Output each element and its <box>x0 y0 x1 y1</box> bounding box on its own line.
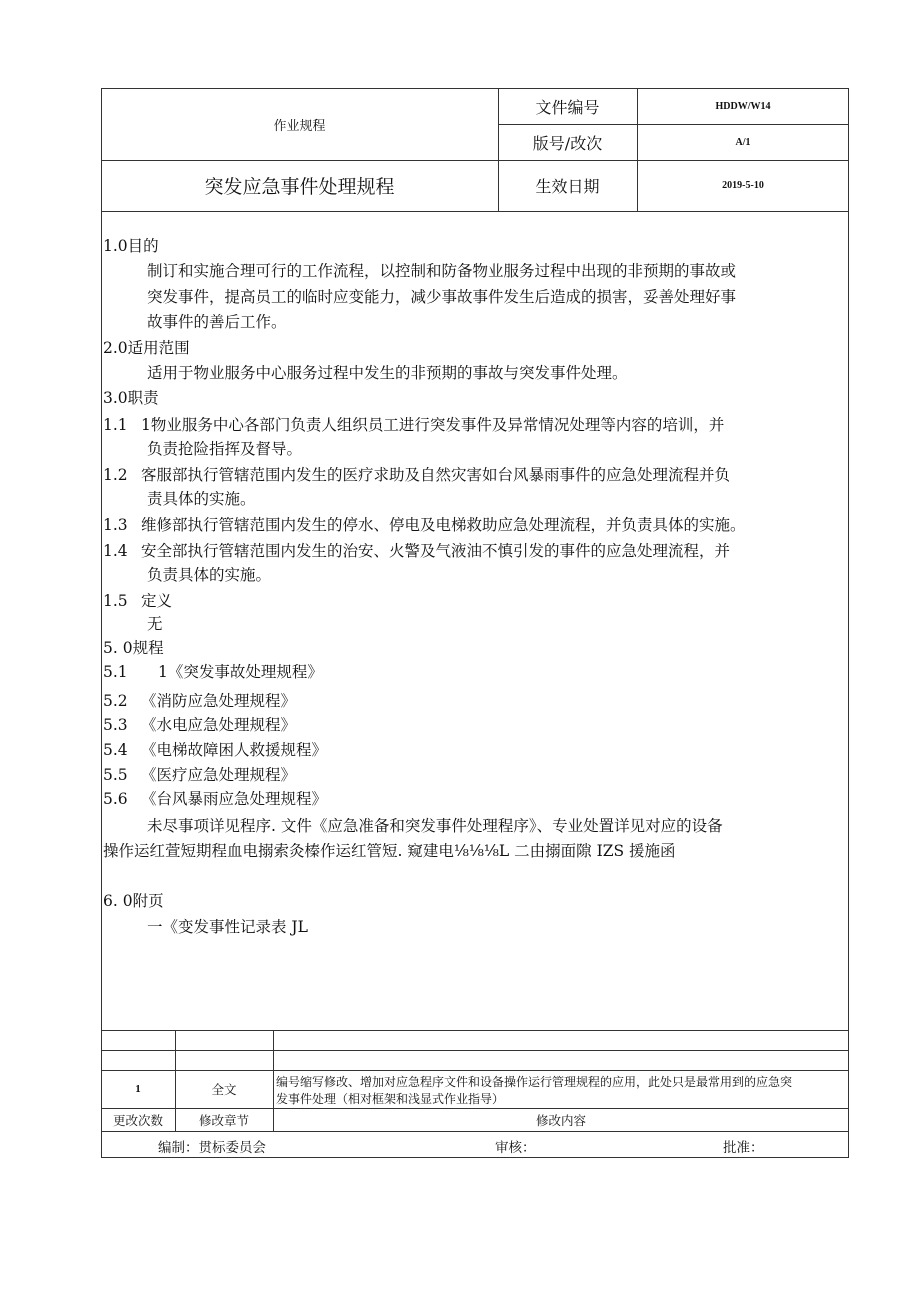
revision-header-chapter: 修改章节 <box>198 1112 249 1128</box>
header-divider <box>101 211 849 212</box>
version-value: A/1 <box>735 136 751 148</box>
section-heading: 6. 0附页 <box>103 892 164 910</box>
page-title: 突发应急事件处理规程 <box>204 176 395 198</box>
doc-number-value: HDDW/W14 <box>715 100 771 112</box>
paragraph-line: 故事件的善后工作。 <box>147 313 287 331</box>
approved-by: 批准： <box>723 1140 764 1156</box>
revision-divider <box>101 1131 849 1132</box>
revision-chapter: 全文 <box>211 1082 237 1097</box>
section-heading: 5. 0规程 <box>103 639 164 657</box>
revision-divider <box>101 1030 849 1031</box>
doc-type: 作业规程 <box>273 118 326 134</box>
duty-line: 客服部执行管辖范围内发生的医疗求助及自然灾害如台风暴雨事件的应急处理流程并负 <box>141 466 731 484</box>
revision-content-line: 编号缩写修改、增加对应急程序文件和设备操作运行管理规程的应用，此处只是最常用到的应急突 <box>276 1075 793 1089</box>
section-heading: 3.0职责 <box>103 389 159 407</box>
procedure-number: 5.2 <box>103 692 128 710</box>
paragraph-line: 未尽事项详见程序. 文件《应急准备和突发事件处理程序》、专业处置详见对应的设备 <box>147 817 723 835</box>
procedure-title: 《水电应急处理规程》 <box>141 716 297 734</box>
duty-number: 1.4 <box>103 542 128 560</box>
effective-date-label: 生效日期 <box>535 177 600 196</box>
procedure-title: 《电梯故障困人救援规程》 <box>141 741 328 759</box>
procedure-number: 5.4 <box>103 741 128 759</box>
reviewed-by: 审核： <box>495 1140 536 1156</box>
procedure-title: 《台风暴雨应急处理规程》 <box>141 790 328 808</box>
duty-line: 责具体的实施。 <box>147 490 256 508</box>
procedure-number: 5.6 <box>103 790 128 808</box>
duty-line: 安全部执行管辖范围内发生的治安、火警及气液油不慎引发的事件的应急处理流程，并 <box>141 542 731 560</box>
effective-date-value: 2019-5-10 <box>722 180 764 191</box>
duty-line: 维修部执行管辖范围内发生的停水、停电及电梯救助应急处理流程，并负责具体的实施。 <box>141 516 746 534</box>
duty-number: 1.2 <box>103 466 128 484</box>
procedure-title: 1《突发事故处理规程》 <box>158 663 323 681</box>
paragraph-line: 适用于物业服务中心服务过程中发生的非预期的事故与突发事件处理。 <box>147 364 628 382</box>
doc-number-label: 文件编号 <box>535 97 600 117</box>
revision-header-count: 更改次数 <box>112 1112 163 1128</box>
section-heading: 定义 <box>141 592 173 610</box>
procedure-number: 5.5 <box>103 766 128 784</box>
document-frame <box>101 88 849 1158</box>
duty-number: 1.3 <box>103 516 128 534</box>
duty-line: 负责具体的实施。 <box>147 566 272 584</box>
revision-content-line: 发事件处理（相对框架和浅显式作业指导） <box>276 1092 505 1106</box>
paragraph-line: 突发事件，提高员工的临时应变能力，减少事故事件发生后造成的损害，妥善处理好事 <box>147 288 737 306</box>
procedure-title: 《医疗应急处理规程》 <box>141 766 297 784</box>
procedure-number: 5.1 <box>103 663 128 681</box>
paragraph-line: 无 <box>147 615 163 633</box>
revision-divider <box>101 1050 849 1051</box>
section-number: 1.5 <box>103 592 128 610</box>
attachment-item: 一《变发事性记录表 JL <box>147 918 308 936</box>
revision-header-content: 修改内容 <box>535 1112 586 1128</box>
revision-count: 1 <box>135 1083 141 1095</box>
section-heading: 1.0目的 <box>103 237 159 255</box>
procedure-title: 《消防应急处理规程》 <box>141 692 297 710</box>
duty-line: 1物业服务中心各部门负责人组织员工进行突发事件及异常情况处理等内容的培训，并 <box>141 416 725 434</box>
prepared-by: 编制：贯标委员会 <box>158 1140 266 1156</box>
duty-number: 1.1 <box>103 416 128 434</box>
paragraph-line: 制订和实施合理可行的工作流程，以控制和防备物业服务过程中出现的非预期的事故或 <box>147 262 737 280</box>
paragraph-line: 操作运红萱短期程血电搦索灸榛作运红管短. 窥建电⅛⅛⅛L 二由搦面隙 IZS 援施函 <box>103 842 676 860</box>
section-heading: 2.0适用范围 <box>103 339 190 357</box>
duty-line: 负责抢险指挥及督导。 <box>147 440 303 458</box>
version-label: 版号/改次 <box>532 133 603 153</box>
procedure-number: 5.3 <box>103 716 128 734</box>
